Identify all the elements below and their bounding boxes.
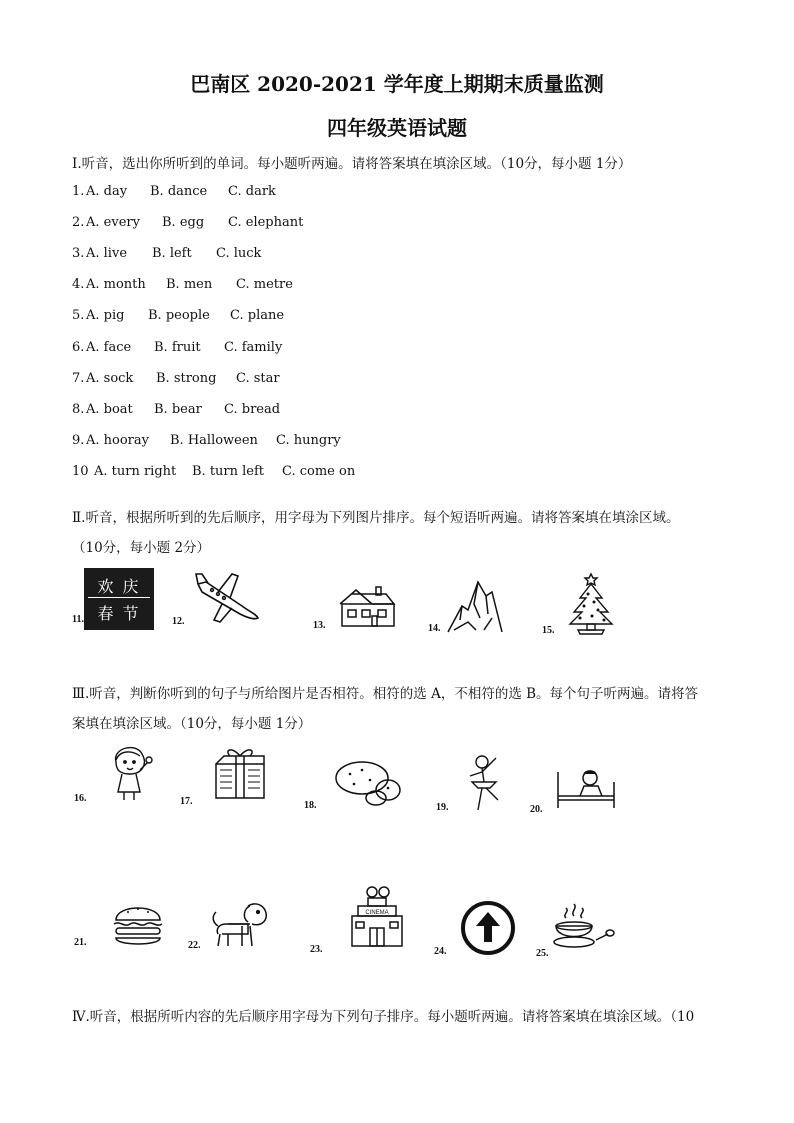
question-number: 2. bbox=[72, 215, 85, 230]
ballet-dancer-icon bbox=[462, 752, 508, 814]
item-number: 23. bbox=[310, 944, 323, 955]
question-number: 3. bbox=[72, 246, 85, 261]
cinema-building-icon bbox=[344, 884, 410, 950]
option-c[interactable]: C. elephant bbox=[228, 215, 304, 230]
option-c[interactable]: C. metre bbox=[236, 277, 293, 292]
option-a[interactable]: A. face bbox=[86, 340, 132, 355]
arrow-up-sign-icon bbox=[460, 900, 516, 956]
item-number: 14. bbox=[428, 623, 441, 634]
exam-title: 巴南区 2020-2021 学年度上期期末质量监测 bbox=[190, 72, 604, 96]
item-number: 13. bbox=[313, 620, 326, 631]
question-number: 9. bbox=[72, 433, 85, 448]
option-b[interactable]: B. left bbox=[152, 246, 192, 261]
question-number: 6. bbox=[72, 340, 85, 355]
cinema-label: CINEMA bbox=[365, 910, 389, 916]
mountain-icon bbox=[446, 574, 504, 634]
sign-divider bbox=[88, 597, 150, 598]
item-number: 18. bbox=[304, 800, 317, 811]
item-number: 15. bbox=[542, 625, 555, 636]
house-icon bbox=[336, 584, 396, 630]
airplane-icon bbox=[192, 570, 264, 626]
item-number: 12. bbox=[172, 616, 185, 627]
option-a[interactable]: A. month bbox=[86, 277, 146, 292]
option-c[interactable]: C. plane bbox=[230, 308, 285, 323]
option-a[interactable]: A. day bbox=[86, 184, 128, 199]
option-b[interactable]: B. Halloween bbox=[170, 433, 258, 448]
option-c[interactable]: C. hungry bbox=[276, 433, 341, 448]
item-number: 16. bbox=[74, 793, 87, 804]
girl-singing-icon bbox=[102, 740, 160, 802]
option-c[interactable]: C. star bbox=[236, 371, 280, 386]
option-a[interactable]: A. live bbox=[86, 246, 128, 261]
section-3-heading: Ⅲ.听音，判断你听到的句子与所给图片是否相符。相符的选 A，不相符的选 B。每个句子听两遍。请将答 bbox=[72, 686, 699, 702]
boy-in-bed-icon bbox=[554, 768, 618, 810]
option-c[interactable]: C. come on bbox=[282, 464, 356, 479]
option-b[interactable]: B. strong bbox=[156, 371, 217, 386]
item-number: 11. bbox=[72, 614, 84, 625]
dog-icon bbox=[208, 898, 272, 950]
option-c[interactable]: C. family bbox=[224, 340, 283, 355]
hot-soup-icon bbox=[552, 900, 616, 958]
option-a[interactable]: A. sock bbox=[86, 371, 134, 386]
question-number: 10 bbox=[72, 464, 89, 479]
option-b[interactable]: B. people bbox=[148, 308, 210, 323]
potatoes-icon bbox=[330, 756, 402, 806]
item-number: 20. bbox=[530, 804, 543, 815]
christmas-tree-icon bbox=[566, 572, 616, 636]
option-c[interactable]: C. dark bbox=[228, 184, 276, 199]
option-a[interactable]: A. hooray bbox=[86, 433, 149, 448]
option-c[interactable]: C. bread bbox=[224, 402, 281, 417]
section-2-heading: Ⅱ.听音，根据所听到的先后顺序，用字母为下列图片排序。每个短语听两遍。请将答案填在填涂区域。 bbox=[72, 510, 680, 526]
item-number: 17. bbox=[180, 796, 193, 807]
question-number: 7. bbox=[72, 371, 85, 386]
option-b[interactable]: B. turn left bbox=[192, 464, 265, 479]
hamburger-icon bbox=[110, 900, 166, 950]
question-number: 4. bbox=[72, 277, 85, 292]
section-3-heading-cont: 案填在填涂区域。（10分，每小题 1分） bbox=[72, 716, 312, 732]
option-b[interactable]: B. dance bbox=[150, 184, 208, 199]
option-b[interactable]: B. men bbox=[166, 277, 213, 292]
section-2-heading-cont: （10分，每小题 2分） bbox=[72, 540, 211, 556]
option-a[interactable]: A. boat bbox=[86, 402, 133, 417]
item-number: 25. bbox=[536, 948, 549, 959]
question-number: 5. bbox=[72, 308, 85, 323]
option-b[interactable]: B. fruit bbox=[154, 340, 201, 355]
option-c[interactable]: C. luck bbox=[216, 246, 262, 261]
section-4-heading: Ⅳ.听音，根据所听内容的先后顺序用字母为下列句子排序。每小题听两遍。请将答案填在填涂区域。（10 bbox=[72, 1009, 695, 1025]
sign-text-bottom: 春 节 bbox=[97, 604, 141, 623]
question-number: 1. bbox=[72, 184, 85, 199]
gift-box-icon bbox=[212, 746, 268, 802]
section-1-heading: Ⅰ.听音，选出你所听到的单词。每小题听两遍。请将答案填在填涂区域。（10分，每小题 1分） bbox=[72, 156, 632, 172]
spring-festival-sign bbox=[84, 568, 154, 630]
option-b[interactable]: B. egg bbox=[162, 215, 205, 230]
sign-text-top: 欢 庆 bbox=[97, 577, 141, 596]
option-b[interactable]: B. bear bbox=[154, 402, 202, 417]
option-a[interactable]: A. pig bbox=[86, 308, 125, 323]
option-a[interactable]: A. turn right bbox=[94, 464, 177, 479]
exam-subtitle: 四年级英语试题 bbox=[327, 116, 467, 140]
item-number: 19. bbox=[436, 802, 449, 813]
item-number: 22. bbox=[188, 940, 201, 951]
item-number: 21. bbox=[74, 937, 87, 948]
question-number: 8. bbox=[72, 402, 85, 417]
option-a[interactable]: A. every bbox=[86, 215, 140, 230]
item-number: 24. bbox=[434, 946, 447, 957]
